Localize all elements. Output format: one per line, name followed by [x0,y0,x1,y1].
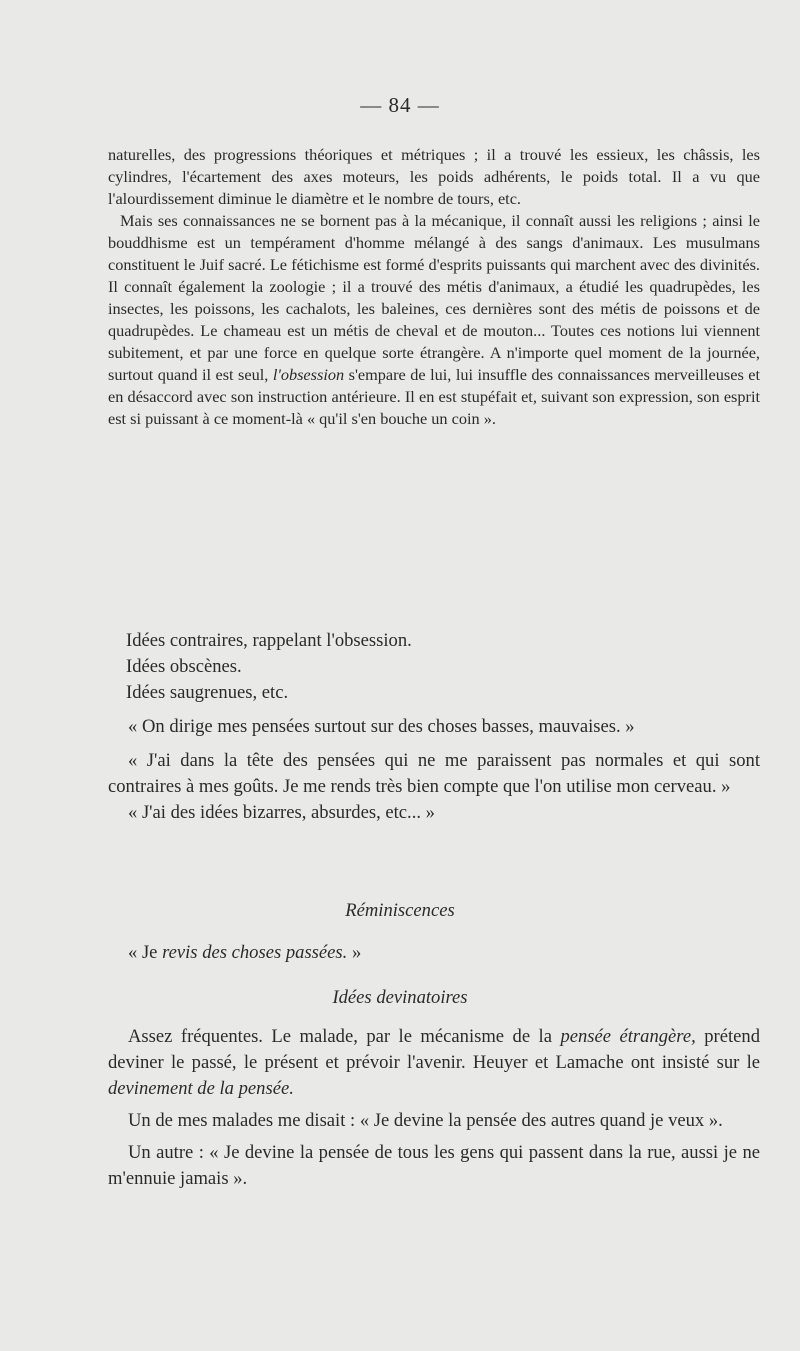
list-item: Idées saugrenues, etc. [126,682,289,703]
section-heading-reminiscences: Réminiscences [345,900,455,921]
patient-quotes [108,714,760,826]
quote-base-thoughts: « On dirige mes pensées surtout sur des choses basses, mauvaises. » [128,716,635,737]
reminiscence-quote: « Je revis des choses passées. » [128,942,362,963]
devinement-term: devinement de la pensée. [108,1078,294,1099]
list-item: Idées contraires, rappelant l'obsession. [126,630,412,651]
paragraph-frequent: Assez fréquentes. Le malade, par le mécanisme de la pensée étrangère, prétend deviner le passé, le présent et prévoir l'avenir. Heuyer et Lamache ont insisté sur le devinement de la pensée. [108,1026,760,1099]
section-heading-devinatoires: Idées devinatoires [332,987,468,1008]
quote-bizarre-ideas: « J'ai des idées bizarres, absurdes, etc... » [128,802,435,823]
list-item: Idées obscènes. [126,656,242,677]
obsession-term: l'obsession [272,365,345,384]
body-text-small [108,144,760,430]
paragraph-malade-quote: Un de mes malades me disait : « Je devine la pensée des autres quand je veux ». [128,1110,723,1131]
pensee-etrangere-term: pensée étrangère, [560,1026,696,1047]
page-number: — 84 — [360,93,440,117]
idea-list [126,628,766,706]
devinatoires-text [108,1024,760,1192]
paragraph-continuation: naturelles, des progressions théoriques et métriques ; il a trouvé les essieux, les châssis, les cylindres, l'écartement des axes moteurs, les poids adhérents, le poids total. Il a vu que l'alourdissement diminue le diamètre et le nombre de tours, etc. [108,145,760,208]
quote-abnormal-thoughts: « J'ai dans la tête des pensées qui ne me paraissent pas normales et qui sont contraires à mes goûts. Je me rends très bien compte que l'on utilise mon cerveau. » [108,750,760,797]
paragraph-religions-zoology: Mais ses connaissances ne se bornent pas à la mécanique, il connaît aussi les religions ; ainsi le bouddhisme est un tempérament d'homme mélangé à des sangs d'animaux. Les musulmans constituent le Juif sacré. Le fétichisme est formé d'esprits puissants qui marchent avec des divinités. Il connaît également la zoologie ; il a trouvé des métis d'animaux, a étudié les quadrupèdes, les insectes, les poissons, les cachalots, les baleines, ces dernières sont des métis de poissons et de quadrupèdes. Le chameau est un métis de cheval et de mouton... Toutes ces notions lui viennent subitement, et par une force en quelque sorte étrangère. A n'importe quel moment de la journée, surtout quand il est seul, l'obsession s'empare de lui, lui insuffle des connaissances merveilleuses et en désaccord avec son instruction antérieure. Il en est stupéfait et, suivant son expression, son esprit est si puissant à ce moment-là « qu'il s'en bouche un coin ». [108,211,761,428]
paragraph-autre-quote: Un autre : « Je devine la pensée de tous les gens qui passent dans la rue, aussi je ne m'ennuie jamais ». [108,1142,760,1189]
